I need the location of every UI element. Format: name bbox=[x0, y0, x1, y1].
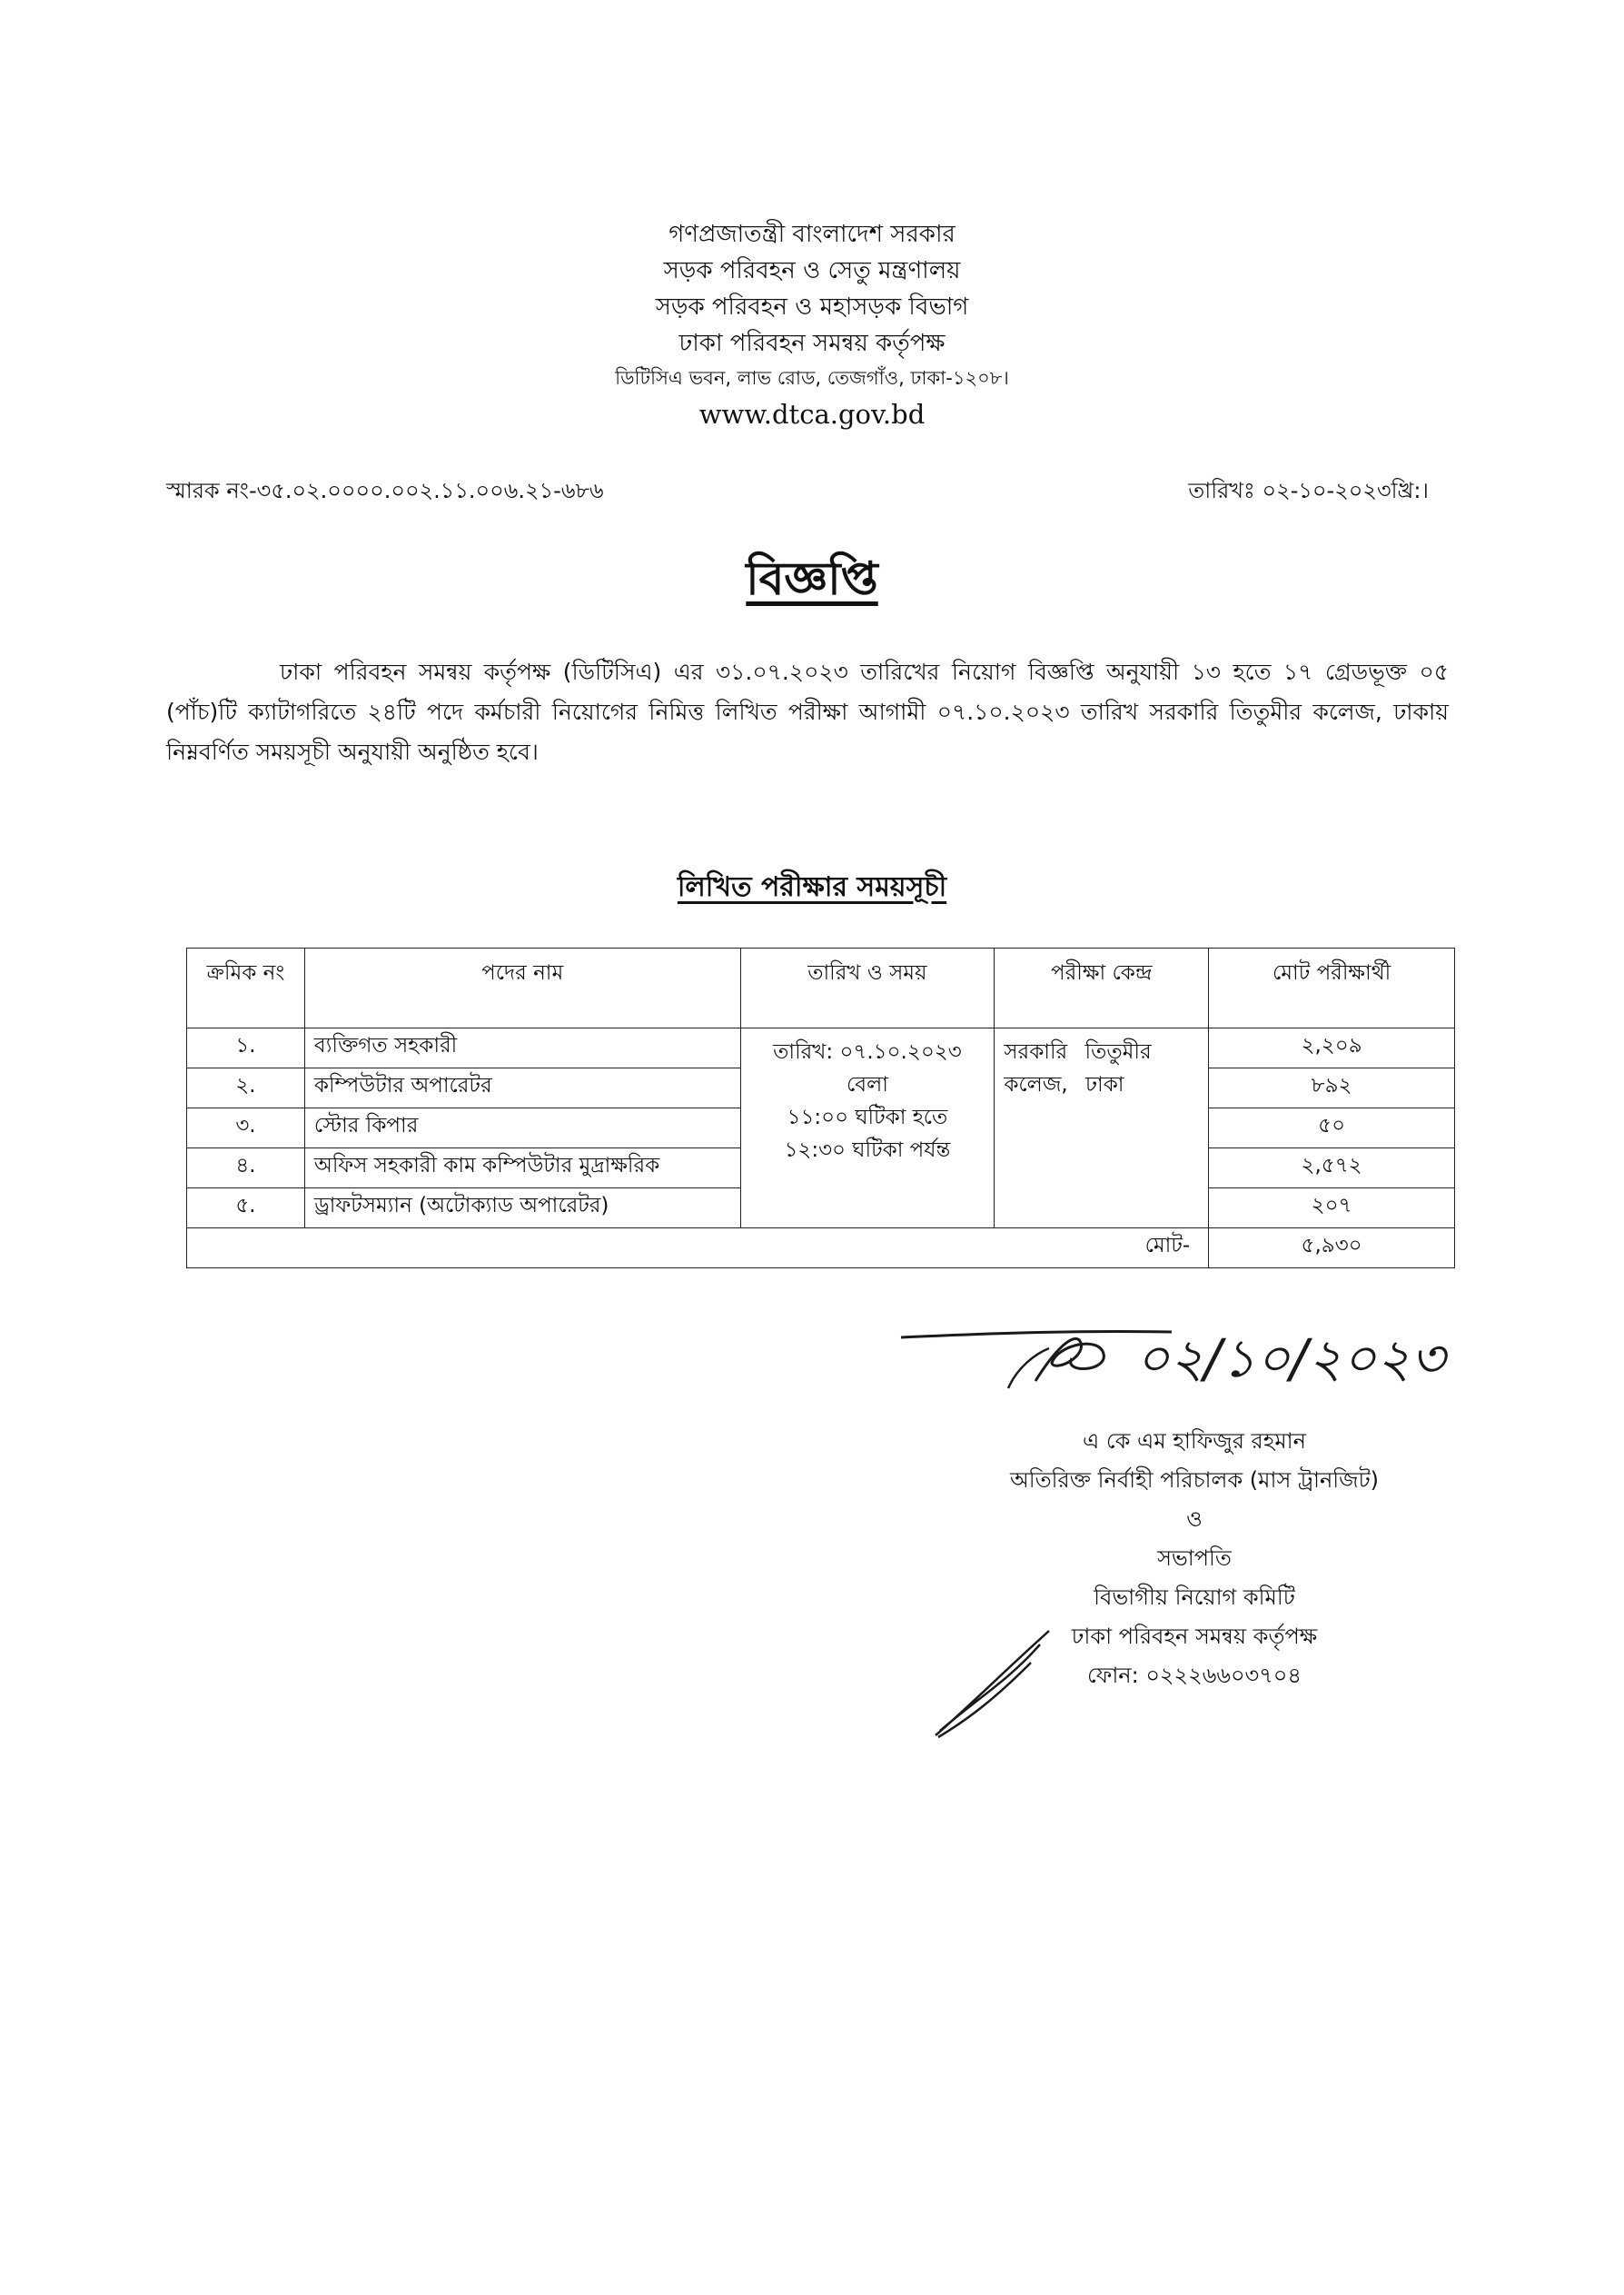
row-total: ২,২০৯ bbox=[1209, 1028, 1455, 1068]
notice-title-text: বিজ্ঞপ্তি bbox=[746, 552, 878, 605]
signature-date: ০২/১০/২০২৩ bbox=[1135, 1327, 1445, 1389]
header-post bbox=[304, 949, 740, 1028]
signatory-organization: ঢাকা পরিবহন সমন্বয় কর্তৃপক্ষ bbox=[1071, 1624, 1318, 1649]
notice-body-paragraph: ঢাকা পরিবহন সমন্বয় কর্তৃপক্ষ (ডিটিসিএ) এর ৩১.০৭.২০২৩ তারিখের নিয়োগ বিজ্ঞপ্তি অনুযায়ী ১৩ হতে ১৭ গ্রেডভূক্ত ০৫ (পাঁচ)টি ক্যাটাগরিতে ২৪টি পদে কর্মচারী নিয়োগের নিমিত্ত লিখিত পরীক্ষা আগামী ০৭.১০.২০২৩ তারিখ সরকারি তিতুমীর কলেজ, ঢাকায় নিম্নবর্ণিত সময়সূচী অনুযায়ী অনুষ্ঠিত হবে। bbox=[166, 659, 1449, 765]
row-serial: ২. bbox=[187, 1068, 305, 1108]
signatory-committee: বিভাগীয় নিয়োগ কমিটি bbox=[1094, 1585, 1295, 1610]
datetime-line: তারিখ: ০৭.১০.২০২৩ bbox=[773, 1040, 962, 1064]
row-serial: ৫. bbox=[187, 1188, 305, 1228]
exam-schedule-table bbox=[186, 948, 1455, 1268]
pen-flourish bbox=[931, 1608, 1058, 1744]
datetime-line: ১২:৩০ ঘটিকা পর্যন্ত bbox=[784, 1138, 951, 1162]
schedule-title-text: লিখিত পরীক্ষার সময়সূচী bbox=[677, 871, 947, 903]
signatory-and: ও bbox=[1186, 1506, 1203, 1532]
signatory-phone: ফোন: ০২২২৬৬০৩৭০৪ bbox=[1087, 1663, 1302, 1688]
handwritten-signature bbox=[899, 1308, 1535, 1417]
header-division: সড়ক পরিবহন ও মহাসড়ক বিভাগ bbox=[655, 293, 969, 321]
table-header-row bbox=[187, 949, 1455, 1028]
exam-center-cell: সরকারি তিতুমীর কলেজ, ঢাকা bbox=[995, 1028, 1209, 1228]
signatory-designation: অতিরিক্ত নির্বাহী পরিচালক (মাস ট্রানজিট) bbox=[1009, 1467, 1380, 1493]
header-government: গণপ্রজাতন্ত্রী বাংলাদেশ সরকার bbox=[668, 221, 956, 248]
row-post: ব্যক্তিগত সহকারী bbox=[304, 1028, 740, 1068]
header-serial-label: ক্রমিক নং bbox=[206, 961, 285, 985]
table-sum-row bbox=[187, 1228, 1455, 1268]
row-total: ৮৯২ bbox=[1209, 1068, 1455, 1108]
datetime-line: বেলা bbox=[846, 1073, 888, 1097]
header-ministry: সড়ক পরিবহন ও সেতু মন্ত্রণালয় bbox=[663, 257, 961, 284]
row-total: ২০৭ bbox=[1209, 1188, 1455, 1228]
header-website: www.dtca.gov.bd bbox=[698, 399, 926, 430]
header-address: ডিটিসিএ ভবন, লাভ রোড, তেজগাঁও, ঢাকা-১২০৮। bbox=[615, 367, 1009, 389]
header-center bbox=[995, 949, 1209, 1028]
memo-number: স্মারক নং-৩৫.০২.০০০০.০০২.১১.০০৬.২১-৬৮৬ bbox=[166, 478, 604, 503]
row-serial: ১. bbox=[187, 1028, 305, 1068]
notice-title bbox=[0, 545, 1624, 621]
header-authority: ঢাকা পরিবহন সমন্বয় কর্তৃপক্ষ bbox=[678, 330, 946, 357]
signatory-name: এ কে এম হাফিজুর রহমান bbox=[1083, 1428, 1306, 1454]
exam-datetime-cell bbox=[740, 1028, 995, 1228]
letterhead bbox=[0, 216, 1624, 434]
header-center-label: পরীক্ষা কেন্দ্র bbox=[1051, 961, 1153, 985]
header-total bbox=[1209, 949, 1455, 1028]
notice-body bbox=[166, 652, 1449, 772]
sum-value: ৫,৯৩০ bbox=[1209, 1228, 1455, 1268]
row-serial: ৪. bbox=[187, 1148, 305, 1188]
row-total: ২,৫৭২ bbox=[1209, 1148, 1455, 1188]
header-datetime bbox=[740, 949, 995, 1028]
row-post: কম্পিউটার অপারেটর bbox=[304, 1068, 740, 1108]
header-serial bbox=[187, 949, 305, 1028]
header-total-label: মোট পরীক্ষার্থী bbox=[1272, 961, 1391, 985]
row-total: ৫০ bbox=[1209, 1108, 1455, 1148]
header-datetime-label: তারিখ ও সময় bbox=[807, 961, 927, 985]
sum-label: মোট- bbox=[187, 1228, 1209, 1268]
datetime-line: ১১:০০ ঘটিকা হতে bbox=[787, 1106, 948, 1129]
row-post: ড্রাফটসম্যান (অটোক্যাড অপারেটর) bbox=[304, 1188, 740, 1228]
row-post: স্টোর কিপার bbox=[304, 1108, 740, 1148]
schedule-title bbox=[0, 865, 1624, 911]
table-row bbox=[187, 1028, 1455, 1068]
row-post: অফিস সহকারী কাম কম্পিউটার মুদ্রাক্ষরিক bbox=[304, 1148, 740, 1188]
row-serial: ৩. bbox=[187, 1108, 305, 1148]
header-post-label: পদের নাম bbox=[481, 961, 564, 985]
signatory-role: সভাপতি bbox=[1157, 1545, 1232, 1571]
issue-date: তারিখঃ ০২-১০-২০২৩খ্রি:। bbox=[1188, 478, 1429, 503]
